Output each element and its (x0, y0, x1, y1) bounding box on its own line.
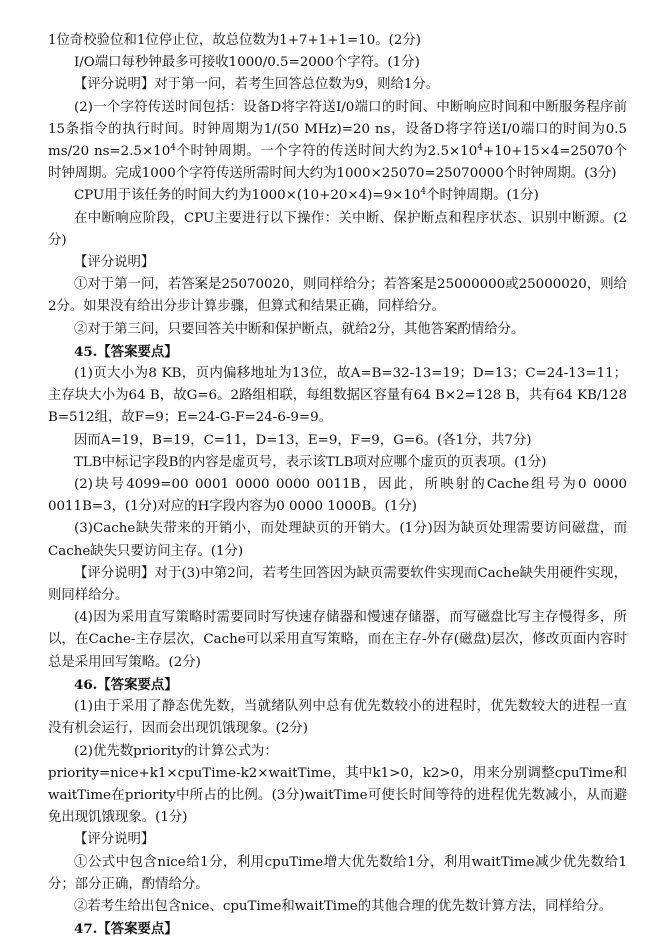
paragraph: (1)页大小为8 KB，页内偏移地址为13位，故A=B=32-13=19；D=13；C=24-13=11；主存块大小为64 B，故G=6。2路组相联，每组数据区容量有64 B×2=128 B，共有64 KB/128 B=512组，故F=9；E=24-G-F=24-6-9=9。 (48, 366, 627, 426)
paragraph: ①公式中包含nice给1分，利用cpuTime增大优先数给1分，利用waitTime减少优先数给1分；部分正确，酌情给分。 (48, 854, 627, 892)
paragraph: (1)由于采用了静态优先数，当就绪队列中总有优先数较小的进程时，优先数较大的进程一直没有机会运行，因而会出现饥饿现象。(2分) (48, 699, 627, 737)
paragraph: (2)优先数priority的计算公式为： (74, 743, 278, 759)
paragraph: CPU用于该任务的时间大约为$1000\times(10+20\times 4)=9\times 10^4$个时钟周期。(1分) (74, 187, 539, 204)
paragraph: (3)Cache缺失带来的开销小，而处理缺页的开销大。(1分)因为缺页处理需要访问磁盘，而Cache缺失只要访问主存。(1分) (48, 521, 627, 559)
paragraph: ②若考生给出包含nice、cpuTime和waitTime的其他合理的优先数计算方法，同样给分。 (74, 898, 613, 914)
question-heading: 45.【答案要点】 (74, 343, 178, 360)
scoring-note-heading: 【评分说明】 (74, 832, 155, 848)
paragraph: 在中断响应阶段，CPU主要进行以下操作：关中断、保护断点和程序状态、识别中断源。(2分) (48, 210, 627, 248)
paragraph: 1位奇校验位和1位停止位，故总位数为1+7+1+1=10。(2分) (48, 33, 422, 48)
paragraph: ②对于第三问，只要回答关中断和保护断点，就给2分，其他答案酌情给分。 (74, 321, 525, 337)
paragraph: ①对于第一问，若答案是25070020，则同样给分；若答案是25000000或25000020，则给2分。如果没有给出分步计算步骤，但算式和结果正确，同样给分。 (48, 277, 627, 315)
formula-paragraph: priority=nice+k1×cpuTime-k2×waitTime，其中k1>0，k2>0，用来分别调整cpuTime和waitTime在priority中所占的比例。(3分)waitTime可使长时间等待的进程优先数减小，从而避免出现饥饿现象。(1分) (48, 765, 627, 826)
question-heading: 47.【答案要点】 (74, 921, 178, 938)
paragraph: (2)一个字符传送时间包括：设备D将字符送I/0端口的时间、中断响应时间和中断服务程序前15条指令的执行时间。时钟周期为1/(50 MHz)=20 ns，设备D将字符送I/0端口的时间为0.5 ms/20 $ns=2.5\times 10^4$个时钟周期。一个字符的传送时间大约为$2.5\times 10^4+10+15\times 4=25070$个时钟周期。完成1000个字符传送所需时间大约为1000×25070=25070000个时钟周期。(3分) (48, 99, 627, 182)
paragraph: I/O端口每秒钟最多可接收1000/0.5=2000个字符。(1分) (74, 55, 420, 71)
paragraph: 【评分说明】对于(3)中第2问，若考生回答因为缺页需要软件实现而Cache缺失用硬件实现，则同样给分。 (48, 565, 627, 604)
paragraph: (4)因为采用直写策略时需要同时写快速存储器和慢速存储器，而写磁盘比写主存慢得多，所以，在Cache-主存层次，Cache可以采用直写策略，而在主存-外存(磁盘)层次，修改页面内容时总是采用回写策略。(2分) (48, 610, 627, 670)
paragraph: 【评分说明】对于第一问，若考生回答总位数为9，则给1分。 (74, 77, 440, 93)
paragraph: (2)块号4099=00 0001 0000 0000 0011B，因此，所映射的Cache组号为0 0000 0011B=3，(1分)对应的H字段内容为0 0000 1000B。(1分) (48, 477, 627, 515)
paragraph: 因而A=19，B=19，C=11，D=13，E=9，F=9，G=6。(各1分，共7分) (74, 432, 532, 448)
scoring-note-heading: 【评分说明】 (74, 255, 155, 271)
question-heading: 46.【答案要点】 (74, 676, 178, 693)
paragraph: TLB中标记字段B的内容是虚页号，表示该TLB项对应哪个虚页的页表项。(1分) (74, 454, 547, 470)
